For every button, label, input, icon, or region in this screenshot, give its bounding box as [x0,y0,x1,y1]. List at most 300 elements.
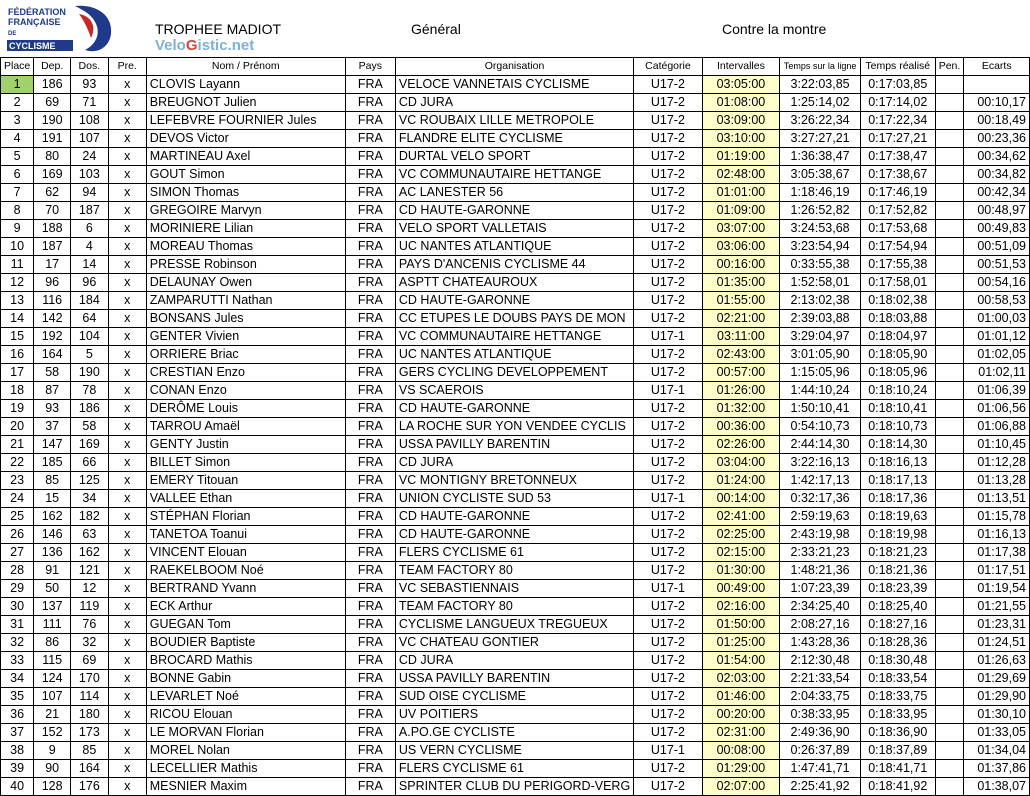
cell-dos: 5 [71,346,109,364]
cell-name: GOUT Simon [146,166,345,184]
cell-dos: 103 [71,166,109,184]
table-row [1,454,1030,472]
table-row [1,76,1030,94]
cell-realised-time: 0:18:23,39 [860,580,935,598]
cell-name: ECK Arthur [146,598,345,616]
cell-place: 28 [1,562,34,580]
cell-gap: 01:02,11 [964,364,1030,382]
cell-name: DEVOS Victor [146,130,345,148]
cell-penalty [935,436,964,454]
cell-dep: 69 [34,94,71,112]
cell-dos: 78 [71,382,109,400]
cell-category: U17-2 [634,670,702,688]
cell-penalty [935,184,964,202]
cell-line-time: 0:33:55,38 [780,256,861,274]
cell-dos: 104 [71,328,109,346]
cell-pre: x [108,94,146,112]
cell-pre: x [108,670,146,688]
cell-place: 18 [1,382,34,400]
cell-organisation: VC COMMUNAUTAIRE HETTANGE [395,328,633,346]
cell-penalty [935,76,964,94]
cell-interval: 02:15:00 [702,544,780,562]
cell-country: FRA [345,112,395,130]
cell-category: U17-2 [634,598,702,616]
cell-gap: 01:12,28 [964,454,1030,472]
cell-penalty [935,418,964,436]
cell-realised-time: 0:17:22,34 [860,112,935,130]
cell-gap: 00:23,36 [964,130,1030,148]
cell-place: 16 [1,346,34,364]
cell-penalty [935,724,964,742]
cell-category: U17-2 [634,724,702,742]
cell-dos: 71 [71,94,109,112]
cell-category: U17-2 [634,94,702,112]
cell-place: 23 [1,472,34,490]
cell-line-time: 1:36:38,47 [780,148,861,166]
cell-category: U17-2 [634,778,702,796]
cell-gap: 01:17,38 [964,544,1030,562]
table-row [1,652,1030,670]
cell-name: BROCARD Mathis [146,652,345,670]
cell-line-time: 0:32:17,36 [780,490,861,508]
cell-penalty [935,778,964,796]
cell-dep: 116 [34,292,71,310]
cell-dos: 187 [71,202,109,220]
cell-line-time: 3:29:04,97 [780,328,861,346]
col-header-intervals: Intervalles [702,58,780,76]
cell-realised-time: 0:18:16,13 [860,454,935,472]
cell-dep: 191 [34,130,71,148]
cell-penalty [935,328,964,346]
table-row [1,166,1030,184]
cell-dos: 76 [71,616,109,634]
cell-interval: 01:32:00 [702,400,780,418]
cell-dep: 15 [34,490,71,508]
cell-realised-time: 0:17:53,68 [860,220,935,238]
cell-organisation: USSA PAVILLY BARENTIN [395,436,633,454]
cell-category: U17-1 [634,742,702,760]
cell-dep: 86 [34,634,71,652]
cell-dep: 87 [34,382,71,400]
cell-penalty [935,292,964,310]
table-row [1,256,1030,274]
cell-realised-time: 0:18:17,13 [860,472,935,490]
table-row [1,220,1030,238]
cell-organisation: UC NANTES ATLANTIQUE [395,238,633,256]
cell-realised-time: 0:18:30,48 [860,652,935,670]
cell-name: EMERY Titouan [146,472,345,490]
cell-interval: 00:08:00 [702,742,780,760]
cell-category: U17-2 [634,706,702,724]
cell-gap: 01:13,51 [964,490,1030,508]
cell-realised-time: 0:18:02,38 [860,292,935,310]
cell-pre: x [108,364,146,382]
cell-pre: x [108,580,146,598]
table-row [1,94,1030,112]
cell-realised-time: 0:18:05,90 [860,346,935,364]
cell-line-time: 1:48:21,36 [780,562,861,580]
cell-interval: 01:55:00 [702,292,780,310]
cell-name: MORINIERE Lilian [146,220,345,238]
cell-country: FRA [345,256,395,274]
cell-gap: 00:34,82 [964,166,1030,184]
cell-penalty [935,94,964,112]
table-row [1,508,1030,526]
cell-country: FRA [345,652,395,670]
cell-category: U17-2 [634,634,702,652]
brand-part-g: G [185,37,198,54]
cell-line-time: 1:42:17,13 [780,472,861,490]
cell-dep: 96 [34,274,71,292]
cell-place: 5 [1,148,34,166]
cell-dep: 187 [34,238,71,256]
cell-interval: 03:07:00 [702,220,780,238]
cell-category: U17-2 [634,346,702,364]
table-row [1,346,1030,364]
cell-country: FRA [345,778,395,796]
table-row [1,760,1030,778]
cell-gap: 00:42,34 [964,184,1030,202]
cell-penalty [935,112,964,130]
cell-interval: 02:21:00 [702,310,780,328]
cell-realised-time: 0:18:21,23 [860,544,935,562]
cell-dep: 17 [34,256,71,274]
cell-pre: x [108,598,146,616]
cell-pre: x [108,166,146,184]
cell-line-time: 3:24:53,68 [780,220,861,238]
cell-name: DERÔME Louis [146,400,345,418]
cell-penalty [935,256,964,274]
cell-gap: 01:29,69 [964,670,1030,688]
cell-dep: 91 [34,562,71,580]
cell-category: U17-1 [634,328,702,346]
cell-place: 30 [1,598,34,616]
cell-place: 39 [1,760,34,778]
cell-realised-time: 0:17:46,19 [860,184,935,202]
cell-country: FRA [345,670,395,688]
cell-organisation: UC NANTES ATLANTIQUE [395,346,633,364]
cell-gap: 01:06,88 [964,418,1030,436]
cell-name: GREGOIRE Marvyn [146,202,345,220]
cell-place: 27 [1,544,34,562]
cell-dep: 70 [34,202,71,220]
table-row [1,688,1030,706]
cell-penalty [935,148,964,166]
table-row [1,112,1030,130]
cell-organisation: LA ROCHE SUR YON VENDEE CYCLIS [395,418,633,436]
cell-penalty [935,130,964,148]
cell-gap: 00:48,97 [964,202,1030,220]
cell-country: FRA [345,328,395,346]
cell-name: SIMON Thomas [146,184,345,202]
table-row [1,706,1030,724]
cell-organisation: ASPTT CHATEAUROUX [395,274,633,292]
cell-pre: x [108,274,146,292]
cell-category: U17-2 [634,508,702,526]
cell-name: BREUGNOT Julien [146,94,345,112]
cell-organisation: A.PO.GE CYCLISTE [395,724,633,742]
cell-name: VALLEE Ethan [146,490,345,508]
cell-line-time: 2:08:27,16 [780,616,861,634]
col-header-realised-time: Temps réalisé [860,58,935,76]
cell-category: U17-2 [634,274,702,292]
cell-country: FRA [345,742,395,760]
cell-place: 37 [1,724,34,742]
cell-line-time: 1:52:58,01 [780,274,861,292]
cell-interval: 00:16:00 [702,256,780,274]
col-header-line-time: Temps sur la ligne [780,58,861,76]
cell-interval: 02:16:00 [702,598,780,616]
cell-dos: 94 [71,184,109,202]
cell-pre: x [108,112,146,130]
cell-penalty [935,490,964,508]
cell-dos: 119 [71,598,109,616]
cell-dos: 108 [71,112,109,130]
cell-dos: 173 [71,724,109,742]
cell-category: U17-2 [634,472,702,490]
cell-interval: 01:35:00 [702,274,780,292]
table-row [1,670,1030,688]
cell-organisation: CD HAUTE-GARONNE [395,508,633,526]
cell-organisation: PAYS D'ANCENIS CYCLISME 44 [395,256,633,274]
cell-gap: 01:23,31 [964,616,1030,634]
table-row [1,292,1030,310]
cell-pre: x [108,562,146,580]
cell-gap: 01:19,54 [964,580,1030,598]
cell-line-time: 3:01:05,90 [780,346,861,364]
cell-organisation: UV POITIERS [395,706,633,724]
cell-name: GENTER Vivien [146,328,345,346]
cell-realised-time: 0:17:14,02 [860,94,935,112]
cell-dep: 136 [34,544,71,562]
event-type: Contre la montre [722,21,827,37]
cell-line-time: 3:23:54,94 [780,238,861,256]
cell-gap: 01:13,28 [964,472,1030,490]
cell-dos: 6 [71,220,109,238]
cell-country: FRA [345,310,395,328]
cell-pre: x [108,220,146,238]
cell-interval: 02:25:00 [702,526,780,544]
cell-line-time: 3:27:27,21 [780,130,861,148]
cell-penalty [935,220,964,238]
cell-place: 24 [1,490,34,508]
cell-category: U17-2 [634,652,702,670]
cell-category: U17-2 [634,418,702,436]
cell-realised-time: 0:18:41,71 [860,760,935,778]
cell-name: CLOVIS Layann [146,76,345,94]
table-row [1,544,1030,562]
col-header-gaps: Ecarts [964,58,1030,76]
cell-organisation: VELOCE VANNETAIS CYCLISME [395,76,633,94]
cell-interval: 03:04:00 [702,454,780,472]
cell-dep: 62 [34,184,71,202]
cell-place: 3 [1,112,34,130]
cell-line-time: 1:50:10,41 [780,400,861,418]
cell-gap: 01:21,55 [964,598,1030,616]
cell-penalty [935,274,964,292]
cell-pre: x [108,634,146,652]
cell-pre: x [108,778,146,796]
cell-dep: 115 [34,652,71,670]
cell-country: FRA [345,508,395,526]
cell-penalty [935,580,964,598]
cell-dep: 93 [34,400,71,418]
cell-country: FRA [345,382,395,400]
cell-name: RAEKELBOOM Noé [146,562,345,580]
cell-line-time: 1:18:46,19 [780,184,861,202]
table-row [1,778,1030,796]
cell-pre: x [108,346,146,364]
cell-line-time: 2:25:41,92 [780,778,861,796]
cell-dep: 9 [34,742,71,760]
cell-name: CRESTIAN Enzo [146,364,345,382]
cell-name: RICOU Elouan [146,706,345,724]
cell-place: 22 [1,454,34,472]
table-row [1,382,1030,400]
cell-dep: 169 [34,166,71,184]
cell-realised-time: 0:17:27,21 [860,130,935,148]
cell-penalty [935,364,964,382]
cell-realised-time: 0:18:37,89 [860,742,935,760]
cell-pre: x [108,526,146,544]
cell-organisation: VELO SPORT VALLETAIS [395,220,633,238]
cell-country: FRA [345,706,395,724]
cell-pre: x [108,202,146,220]
cell-interval: 01:29:00 [702,760,780,778]
cell-pre: x [108,418,146,436]
cell-place: 38 [1,742,34,760]
cell-dep: 85 [34,472,71,490]
cell-place: 40 [1,778,34,796]
cell-interval: 00:36:00 [702,418,780,436]
cell-category: U17-2 [634,238,702,256]
cell-pre: x [108,742,146,760]
cell-pre: x [108,688,146,706]
cell-category: U17-2 [634,76,702,94]
cell-realised-time: 0:18:04,97 [860,328,935,346]
cell-gap: 01:33,05 [964,724,1030,742]
cell-pre: x [108,652,146,670]
cell-penalty [935,166,964,184]
cell-country: FRA [345,598,395,616]
cell-name: LE MORVAN Florian [146,724,345,742]
cell-name: BERTRAND Yvann [146,580,345,598]
cell-realised-time: 0:18:10,24 [860,382,935,400]
cell-pre: x [108,382,146,400]
cell-country: FRA [345,544,395,562]
brand-part-2: istic.net [197,37,255,54]
cell-place: 2 [1,94,34,112]
cell-dep: 152 [34,724,71,742]
cell-dos: 93 [71,76,109,94]
cell-organisation: CD JURA [395,94,633,112]
cell-dos: 182 [71,508,109,526]
cell-place: 31 [1,616,34,634]
cell-name: ORRIERE Briac [146,346,345,364]
table-row [1,274,1030,292]
cell-name: DELAUNAY Owen [146,274,345,292]
cell-organisation: VC MONTIGNY BRETONNEUX [395,472,633,490]
cell-penalty [935,346,964,364]
cell-organisation: FLERS CYCLISME 61 [395,760,633,778]
cell-dos: 34 [71,490,109,508]
cell-interval: 02:43:00 [702,346,780,364]
cell-gap [964,76,1030,94]
cell-dos: 85 [71,742,109,760]
cell-place: 14 [1,310,34,328]
table-row [1,472,1030,490]
cell-name: BILLET Simon [146,454,345,472]
table-row [1,562,1030,580]
cell-dep: 80 [34,148,71,166]
cell-dep: 185 [34,454,71,472]
cell-dep: 186 [34,76,71,94]
sheet-header [0,0,1030,57]
results-table [0,57,1030,796]
cell-pre: x [108,238,146,256]
cell-penalty [935,760,964,778]
cell-organisation: GERS CYCLING DEVELOPPEMENT [395,364,633,382]
cell-category: U17-2 [634,526,702,544]
cell-country: FRA [345,220,395,238]
cell-place: 12 [1,274,34,292]
cell-interval: 02:48:00 [702,166,780,184]
cell-country: FRA [345,454,395,472]
cell-interval: 02:31:00 [702,724,780,742]
cell-name: TARROU Amaël [146,418,345,436]
cell-pre: x [108,760,146,778]
cell-realised-time: 0:18:36,90 [860,724,935,742]
cell-place: 15 [1,328,34,346]
cell-category: U17-2 [634,616,702,634]
cell-pre: x [108,508,146,526]
cell-dos: 58 [71,418,109,436]
col-header-penalty: Pen. [935,58,964,76]
cell-dep: 142 [34,310,71,328]
col-header-organisation: Organisation [395,58,633,76]
cell-interval: 01:19:00 [702,148,780,166]
cell-organisation: CD HAUTE-GARONNE [395,400,633,418]
cell-penalty [935,508,964,526]
cell-realised-time: 0:17:52,82 [860,202,935,220]
cell-dos: 125 [71,472,109,490]
cell-dos: 164 [71,760,109,778]
cell-organisation: USSA PAVILLY BARENTIN [395,670,633,688]
cell-line-time: 2:33:21,23 [780,544,861,562]
header-row [1,58,1030,76]
cell-penalty [935,706,964,724]
cell-pre: x [108,400,146,418]
col-header-category: Catégorie [634,58,702,76]
cell-category: U17-2 [634,760,702,778]
cell-gap: 00:58,53 [964,292,1030,310]
cell-dos: 121 [71,562,109,580]
cell-interval: 03:11:00 [702,328,780,346]
cell-interval: 01:08:00 [702,94,780,112]
table-row [1,400,1030,418]
cell-category: U17-1 [634,580,702,598]
cell-name: CONAN Enzo [146,382,345,400]
cell-line-time: 2:59:19,63 [780,508,861,526]
cell-pre: x [108,544,146,562]
page-title: TROPHEE MADIOT [155,21,282,37]
table-row [1,490,1030,508]
cell-place: 32 [1,634,34,652]
table-row [1,616,1030,634]
cell-realised-time: 0:17:55,38 [860,256,935,274]
cell-line-time: 2:21:33,54 [780,670,861,688]
cell-gap: 01:17,51 [964,562,1030,580]
